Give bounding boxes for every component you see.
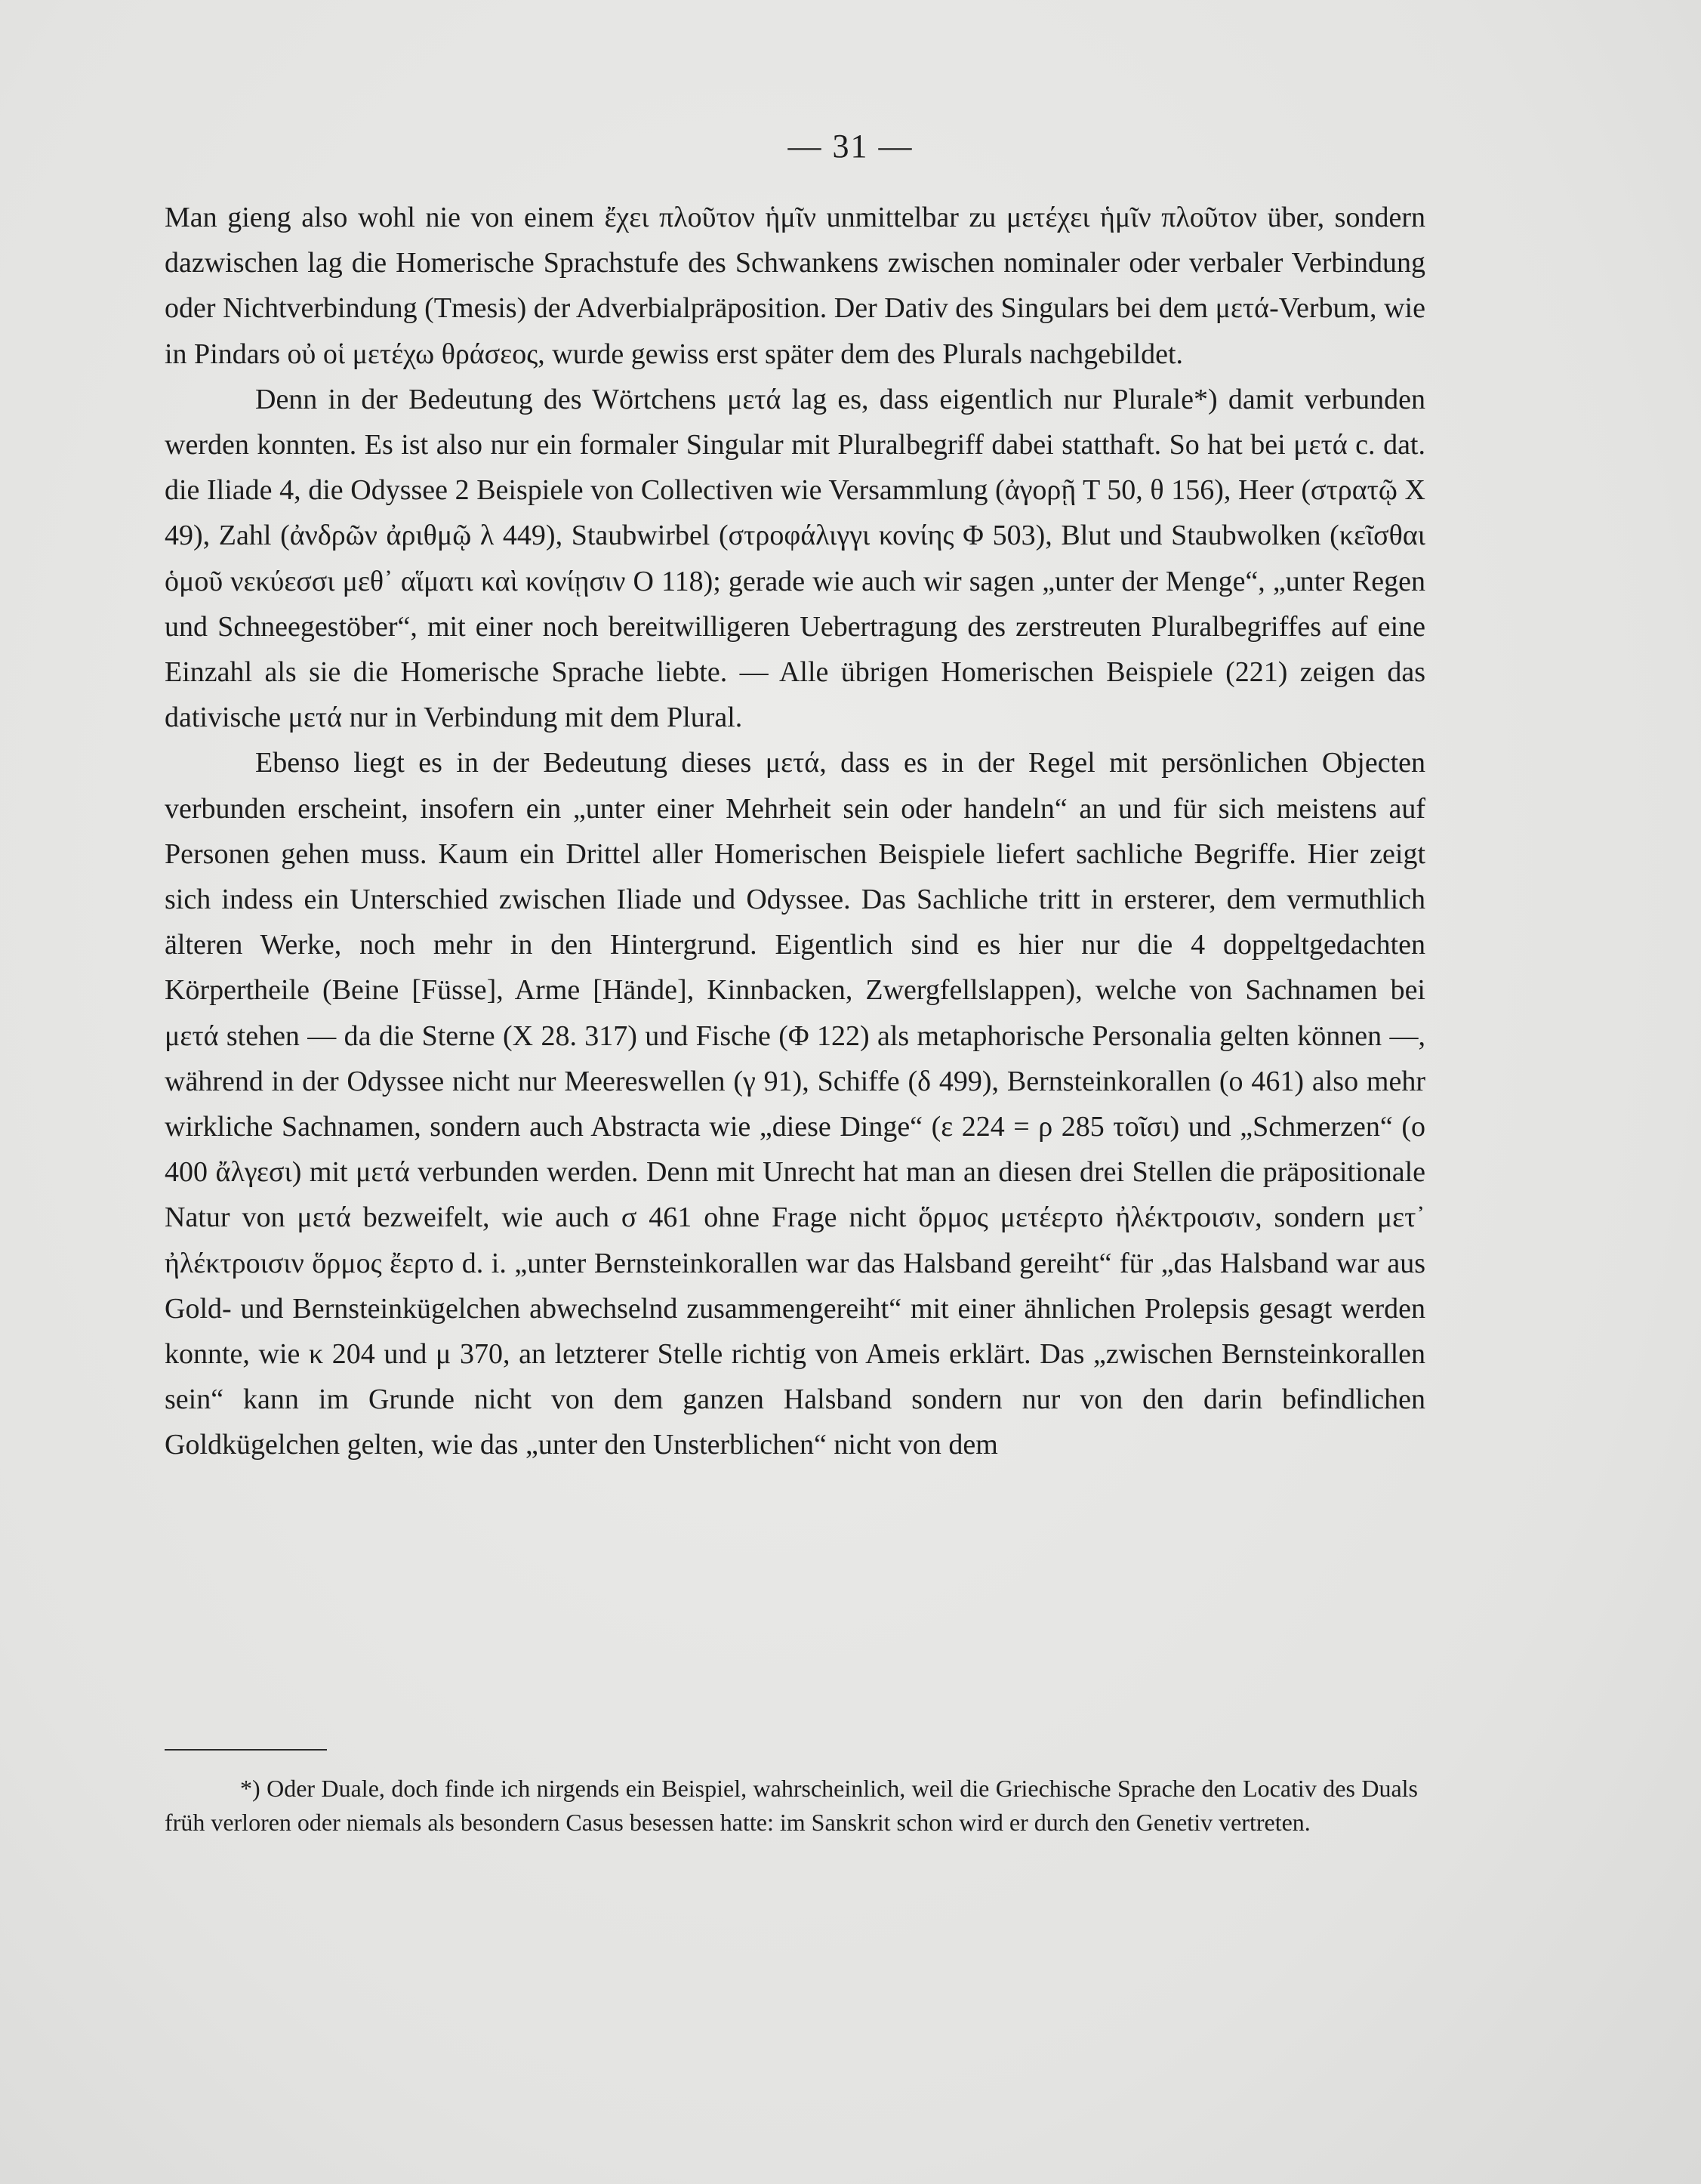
body-text [165, 195, 1425, 1468]
footnote: *) Oder Duale, doch finde ich nirgends ein Beispiel, wahrscheinlich, weil die Griechische Sprache den Locativ des Duals früh verloren oder niemals als besondern Casus besessen hatte: im Sanskrit schon wird er durch den Genetiv vertreten. [165, 1775, 1418, 1836]
paragraph-2: Denn in der Bedeutung des Wörtchens μετά lag es, dass eigentlich nur Plurale*) damit verbunden werden konnten. Es ist also nur ein formaler Singular mit Pluralbegriff dabei statthaft. So hat bei μετά c. dat. die Iliade 4, die Odyssee 2 Beispiele von Collectiven wie Versammlung (ἀγορῇ Τ 50, θ 156), Heer (στρατῷ Χ 49), Zahl (ἀνδρῶν ἀριθμῷ λ 449), Staubwirbel (στροφάλιγγι κονίης Φ 503), Blut und Staubwolken (κεῖσθαι ὁμοῦ νεκύεσσι μεθ᾽ αἵματι καὶ κονίῃσιν Ο 118); gerade wie auch wir sagen „unter der Menge“, „unter Regen und Schneegestöber“, mit einer noch bereitwilligeren Uebertragung des zerstreuten Pluralbegriffes auf eine Einzahl als sie die Homerische Sprache liebte. — Alle übrigen Homerischen Beispiele (221) zeigen das dativische μετά nur in Verbindung mit dem Plural. [165, 383, 1425, 734]
paragraph-1: Man gieng also wohl nie von einem ἔχει πλοῦτον ἡμῖν unmittelbar zu μετέχει ἡμῖν πλοῦτον über, sondern dazwischen lag die Homerische Sprachstufe des Schwankens zwischen nominaler oder verbaler Verbindung oder Nichtverbindung (Tmesis) der Adverbialpräposition. Der Dativ des Singulars bei dem μετά-Verbum, wie in Pindars οὐ οἱ μετέχω θράσεος, wurde gewiss erst später dem des Plurals nachgebildet. [165, 202, 1425, 370]
paragraph-3: Ebenso liegt es in der Bedeutung dieses μετά, dass es in der Regel mit persönlichen Objecten verbunden erscheint, insofern ein „unter einer Mehrheit sein oder handeln“ an und für sich meistens auf Personen gehen muss. Kaum ein Drittel aller Homerischen Beispiele liefert sachliche Begriffe. Hier zeigt sich indess ein Unterschied zwischen Iliade und Odyssee. Das Sachliche tritt in ersterer, dem vermuthlich älteren Werke, noch mehr in den Hintergrund. Eigentlich sind es hier nur die 4 doppeltgedachten Körpertheile (Beine [Füsse], Arme [Hände], Kinnbacken, Zwergfellslappen), welche von Sachnamen bei μετά stehen — da die Sterne (Χ 28. 317) und Fische (Φ 122) als metaphorische Personalia gelten können —, während in der Odyssee nicht nur Meereswellen (γ 91), Schiffe (δ 499), Bernsteinkorallen (ο 461) also mehr wirkliche Sachnamen, sondern auch Abstracta wie „diese Dinge“ (ε 224 = ρ 285 τοῖσι) und „Schmerzen“ (ο 400 ἄλγεσι) mit μετά verbunden werden. Denn mit Unrecht hat man an diesen drei Stellen die präpositionale Natur von μετά bezweifelt, wie auch σ 461 ohne Frage nicht ὅρμος μετέερτο ἠλέκτροισιν, sondern μετ᾽ ἠλέκτροισιν ὅρμος ἔερτο d. i. „unter Bernsteinkorallen war das Halsband gereiht“ für „das Halsband war aus Gold- und Bernsteinkügelchen abwechselnd zusammengereiht“ mit einer ähnlichen Prolepsis gesagt werden konnte, wie κ 204 und μ 370, an letzterer Stelle richtig von Ameis erklärt. Das „zwischen Bernsteinkorallen sein“ kann im Grunde nicht von dem ganzen Halsband sondern nur von den darin befindlichen Goldkügelchen gelten, wie das „unter den Unsterblichen“ nicht von dem [165, 747, 1425, 1461]
footnote-divider [165, 1749, 327, 1751]
page-number: — 31 — [787, 128, 914, 165]
